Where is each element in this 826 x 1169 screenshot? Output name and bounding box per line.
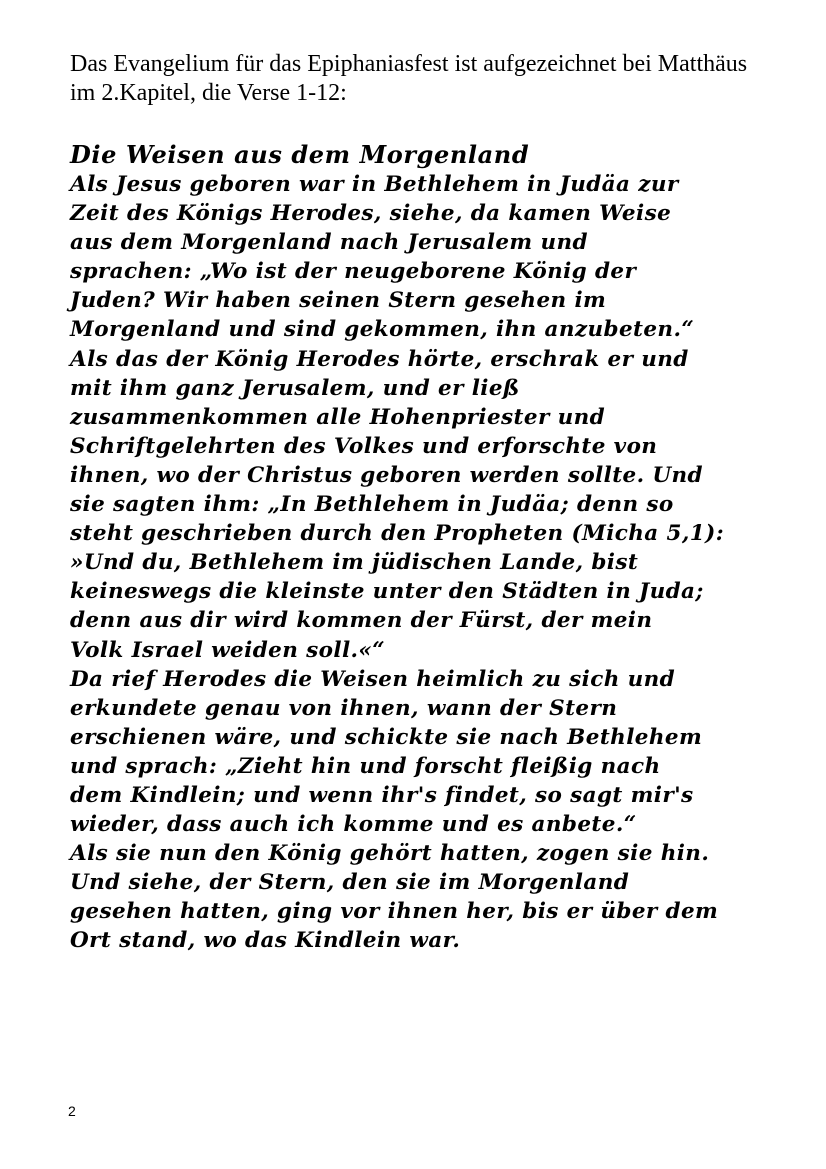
gospel-line: Schriftgelehrten des Volkes und erforschte von — [70, 433, 658, 459]
gospel-line: dem Kindlein; und wenn ihr's findet, so sagt mir's — [70, 782, 694, 808]
gospel-text — [70, 170, 810, 956]
intro-paragraph — [70, 50, 800, 108]
gospel-line: Als Jesus geboren war in Bethlehem in Judäa zur — [70, 172, 679, 197]
gospel-line: erschienen wäre, und schickte sie nach Bethlehem — [70, 724, 703, 750]
intro-line: im 2.Kapitel, die Verse 1-12: — [70, 80, 347, 106]
gospel-line: aus dem Morgenland nach Jerusalem und — [70, 230, 588, 256]
gospel-line: steht geschrieben durch den Propheten (Micha 5,1): — [70, 521, 725, 547]
gospel-line: denn aus dir wird kommen der Fürst, der mein — [70, 608, 653, 634]
gospel-line: Und siehe, der Stern, den sie im Morgenland — [70, 870, 630, 896]
gospel-line: Juden? Wir haben seinen Stern gesehen im — [70, 288, 607, 314]
gospel-line: Als sie nun den König gehört hatten, zogen sie hin. — [70, 841, 710, 867]
gospel-line: gesehen hatten, ging vor ihnen her, bis er über dem — [70, 899, 719, 925]
gospel-line: sie sagten ihm: „In Bethlehem in Judäa; denn so — [70, 492, 674, 518]
gospel-line: Morgenland und sind gekommen, ihn anzubeten.“ — [70, 317, 695, 343]
gospel-line: erkundete genau von ihnen, wann der Stern — [70, 695, 618, 721]
gospel-line: Volk Israel weiden soll.«“ — [70, 637, 386, 663]
gospel-line: zusammenkommen alle Hohenpriester und — [70, 404, 606, 430]
gospel-line: ihnen, wo der Christus geboren werden sollte. Und — [70, 462, 703, 488]
page-number: 2 — [68, 1103, 76, 1119]
gospel-line: wieder, dass auch ich komme und es anbete.“ — [70, 812, 637, 838]
gospel-line: Da rief Herodes die Weisen heimlich zu sich und — [70, 666, 676, 692]
gospel-line: Ort stand, wo das Kindlein war. — [70, 928, 461, 954]
section-heading: Die Weisen aus dem Morgenland — [70, 140, 530, 169]
gospel-line: »Und du, Bethlehem im jüdischen Lande, bist — [70, 550, 639, 576]
intro-line: Das Evangelium für das Epiphaniasfest ist aufgezeichnet bei Matthäus — [70, 51, 748, 77]
gospel-line: sprachen: „Wo ist der neugeborene König der — [70, 259, 637, 285]
gospel-line: Zeit des Königs Herodes, siehe, da kamen Weise — [70, 201, 672, 227]
gospel-line: keineswegs die kleinste unter den Städten in Juda; — [70, 579, 704, 605]
gospel-line: Als das der König Herodes hörte, erschrak er und — [70, 346, 689, 372]
gospel-line: und sprach: „Zieht hin und forscht fleißig nach — [70, 753, 661, 779]
gospel-line: mit ihm ganz Jerusalem, und er ließ — [70, 375, 520, 401]
